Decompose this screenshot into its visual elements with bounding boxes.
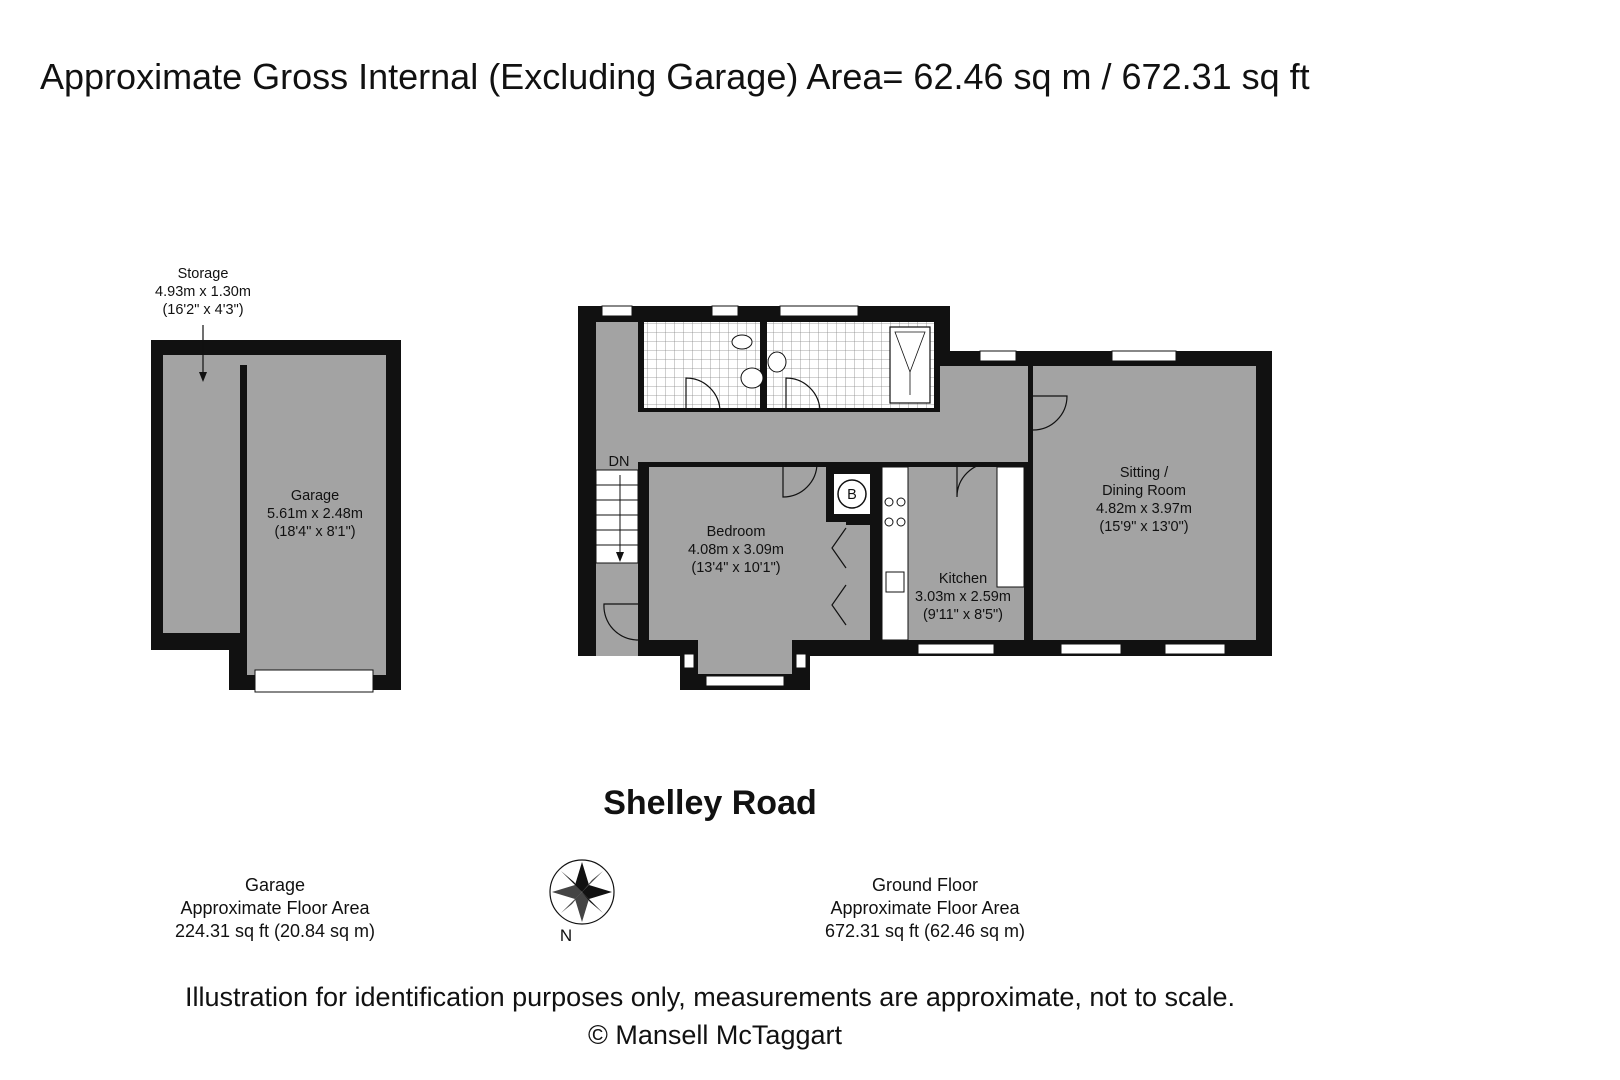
sitting-room-name-2: Dining Room (1102, 483, 1186, 499)
page-title: Approximate Gross Internal (Excluding Garage) Area= 62.46 sq m / 672.31 sq ft (40, 56, 1310, 97)
kitchen-metric: 3.03m x 2.59m (915, 589, 1011, 605)
toilet-icon (732, 335, 752, 349)
window (1112, 351, 1176, 361)
sink-icon (886, 572, 904, 592)
basin-icon-2 (768, 352, 786, 372)
window (1165, 644, 1225, 654)
compass-icon (550, 860, 614, 924)
garage-metric: 5.61m x 2.48m (267, 506, 363, 522)
copyright-text: © Mansell McTaggart (588, 1020, 842, 1050)
bay-window-side-2 (796, 654, 806, 668)
garage-imperial: (18'4" x 8'1") (274, 524, 356, 540)
bay-window (706, 676, 784, 686)
stairs-down-label: DN (608, 454, 630, 470)
garage-area-subtitle: Approximate Floor Area (180, 898, 370, 918)
storage-area (163, 355, 240, 633)
garage-area-title: Garage (244, 875, 306, 895)
bay-window-side (684, 654, 694, 668)
garage-door (255, 670, 373, 692)
window (712, 306, 738, 316)
ground-floor-area-summary (765, 874, 1085, 943)
kitchen-name: Kitchen (938, 571, 988, 587)
window (980, 351, 1016, 361)
storage-imperial: (16'2" x 4'3") (162, 302, 244, 318)
kitchen-tall-unit (997, 467, 1024, 587)
storage-name: Storage (177, 266, 229, 282)
sitting-room-name: Sitting / (1119, 465, 1169, 481)
boiler-label: B (847, 487, 857, 503)
window (1061, 644, 1121, 654)
garage-area-summary (115, 874, 435, 943)
stairs-icon (596, 470, 638, 563)
compass-north-label: N (559, 926, 573, 945)
ground-area-value: 672.31 sq ft (62.46 sq m) (824, 921, 1026, 941)
storage-metric: 4.93m x 1.30m (155, 284, 251, 300)
property-name: Shelley Road (603, 784, 817, 822)
sitting-room-imperial: (15'9" x 13'0") (1099, 519, 1189, 535)
bay-window-floor (698, 640, 792, 674)
disclaimer-text: Illustration for identification purposes only, measurements are approximate, not to scale. (184, 982, 1236, 1012)
bedroom-imperial: (13'4" x 10'1") (691, 560, 781, 576)
window (602, 306, 632, 316)
kitchen-worktop (882, 467, 908, 640)
ground-area-title: Ground Floor (871, 875, 979, 895)
bedroom-metric: 4.08m x 3.09m (688, 542, 784, 558)
kitchen-imperial: (9'11" x 8'5") (922, 607, 1004, 623)
basin-icon (741, 368, 763, 388)
sitting-room-metric: 4.82m x 3.97m (1096, 501, 1192, 517)
bedroom-name: Bedroom (706, 524, 766, 540)
garage-area-value: 224.31 sq ft (20.84 sq m) (174, 921, 376, 941)
window (780, 306, 858, 316)
garage-name: Garage (290, 488, 340, 504)
ground-area-subtitle: Approximate Floor Area (830, 898, 1020, 918)
window (918, 644, 994, 654)
